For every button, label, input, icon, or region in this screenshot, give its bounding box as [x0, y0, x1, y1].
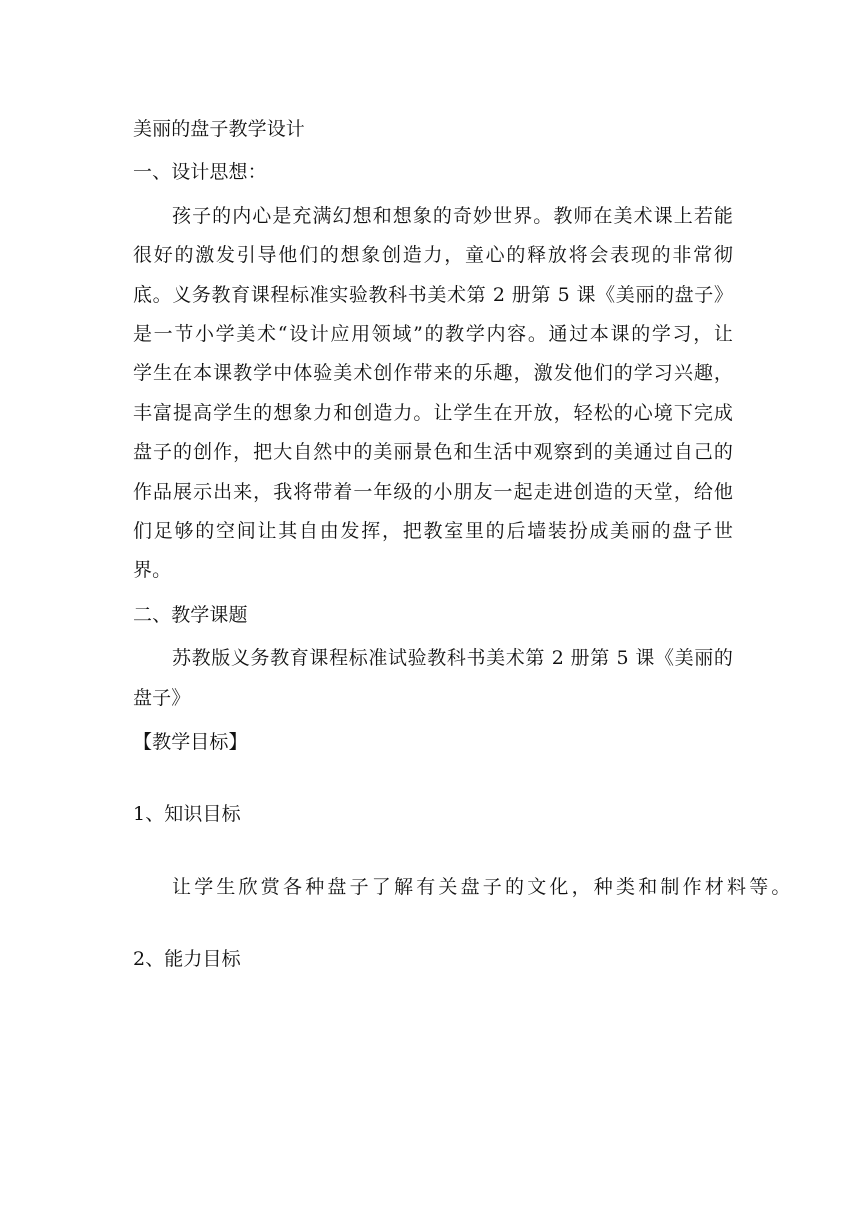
paragraph-line: 们足够的空间让其自由发挥，把教室里的后墙装扮成美丽的盘子世: [133, 520, 733, 542]
section-heading-design-idea: 一、设计思想：: [133, 161, 267, 183]
paragraph-line: 很好的激发引导他们的想象创造力，童心的释放将会表现的非常彻: [133, 244, 733, 266]
paragraph-line: 界。: [133, 559, 172, 581]
objective-heading-ability: 2、能力目标: [133, 948, 241, 970]
objective-text-knowledge: 让学生欣赏各种盘子了解有关盘子的文化，种类和制作材料等。: [172, 876, 794, 898]
objective-heading-knowledge: 1、知识目标: [133, 803, 241, 825]
section-heading-teaching-objectives: 【教学目标】: [133, 731, 248, 753]
paragraph-line: 作品展示出来，我将带着一年级的小朋友一起走进创造的天堂，给他: [133, 481, 733, 503]
paragraph-line: 是一节小学美术“设计应用领域”的教学内容。通过本课的学习，让: [133, 323, 733, 345]
paragraph-line: 底。义务教育课程标准实验教科书美术第 2 册第 5 课《美丽的盘子》: [133, 284, 733, 306]
paragraph-line: 学生在本课教学中体验美术创作带来的乐趣，激发他们的学习兴趣，: [133, 362, 733, 384]
paragraph-line: 孩子的内心是充满幻想和想象的奇妙世界。教师在美术课上若能: [172, 205, 733, 227]
paragraph-line: 盘子》: [133, 687, 191, 709]
section-heading-teaching-topic: 二、教学课题: [133, 604, 248, 626]
paragraph-line: 苏教版义务教育课程标准试验教科书美术第 2 册第 5 课《美丽的: [172, 647, 733, 669]
document-title: 美丽的盘子教学设计: [133, 118, 305, 140]
paragraph-line: 盘子的创作，把大自然中的美丽景色和生活中观察到的美通过自己的: [133, 441, 733, 463]
paragraph-line: 丰富提高学生的想象力和创造力。让学生在开放，轻松的心境下完成: [133, 402, 733, 424]
